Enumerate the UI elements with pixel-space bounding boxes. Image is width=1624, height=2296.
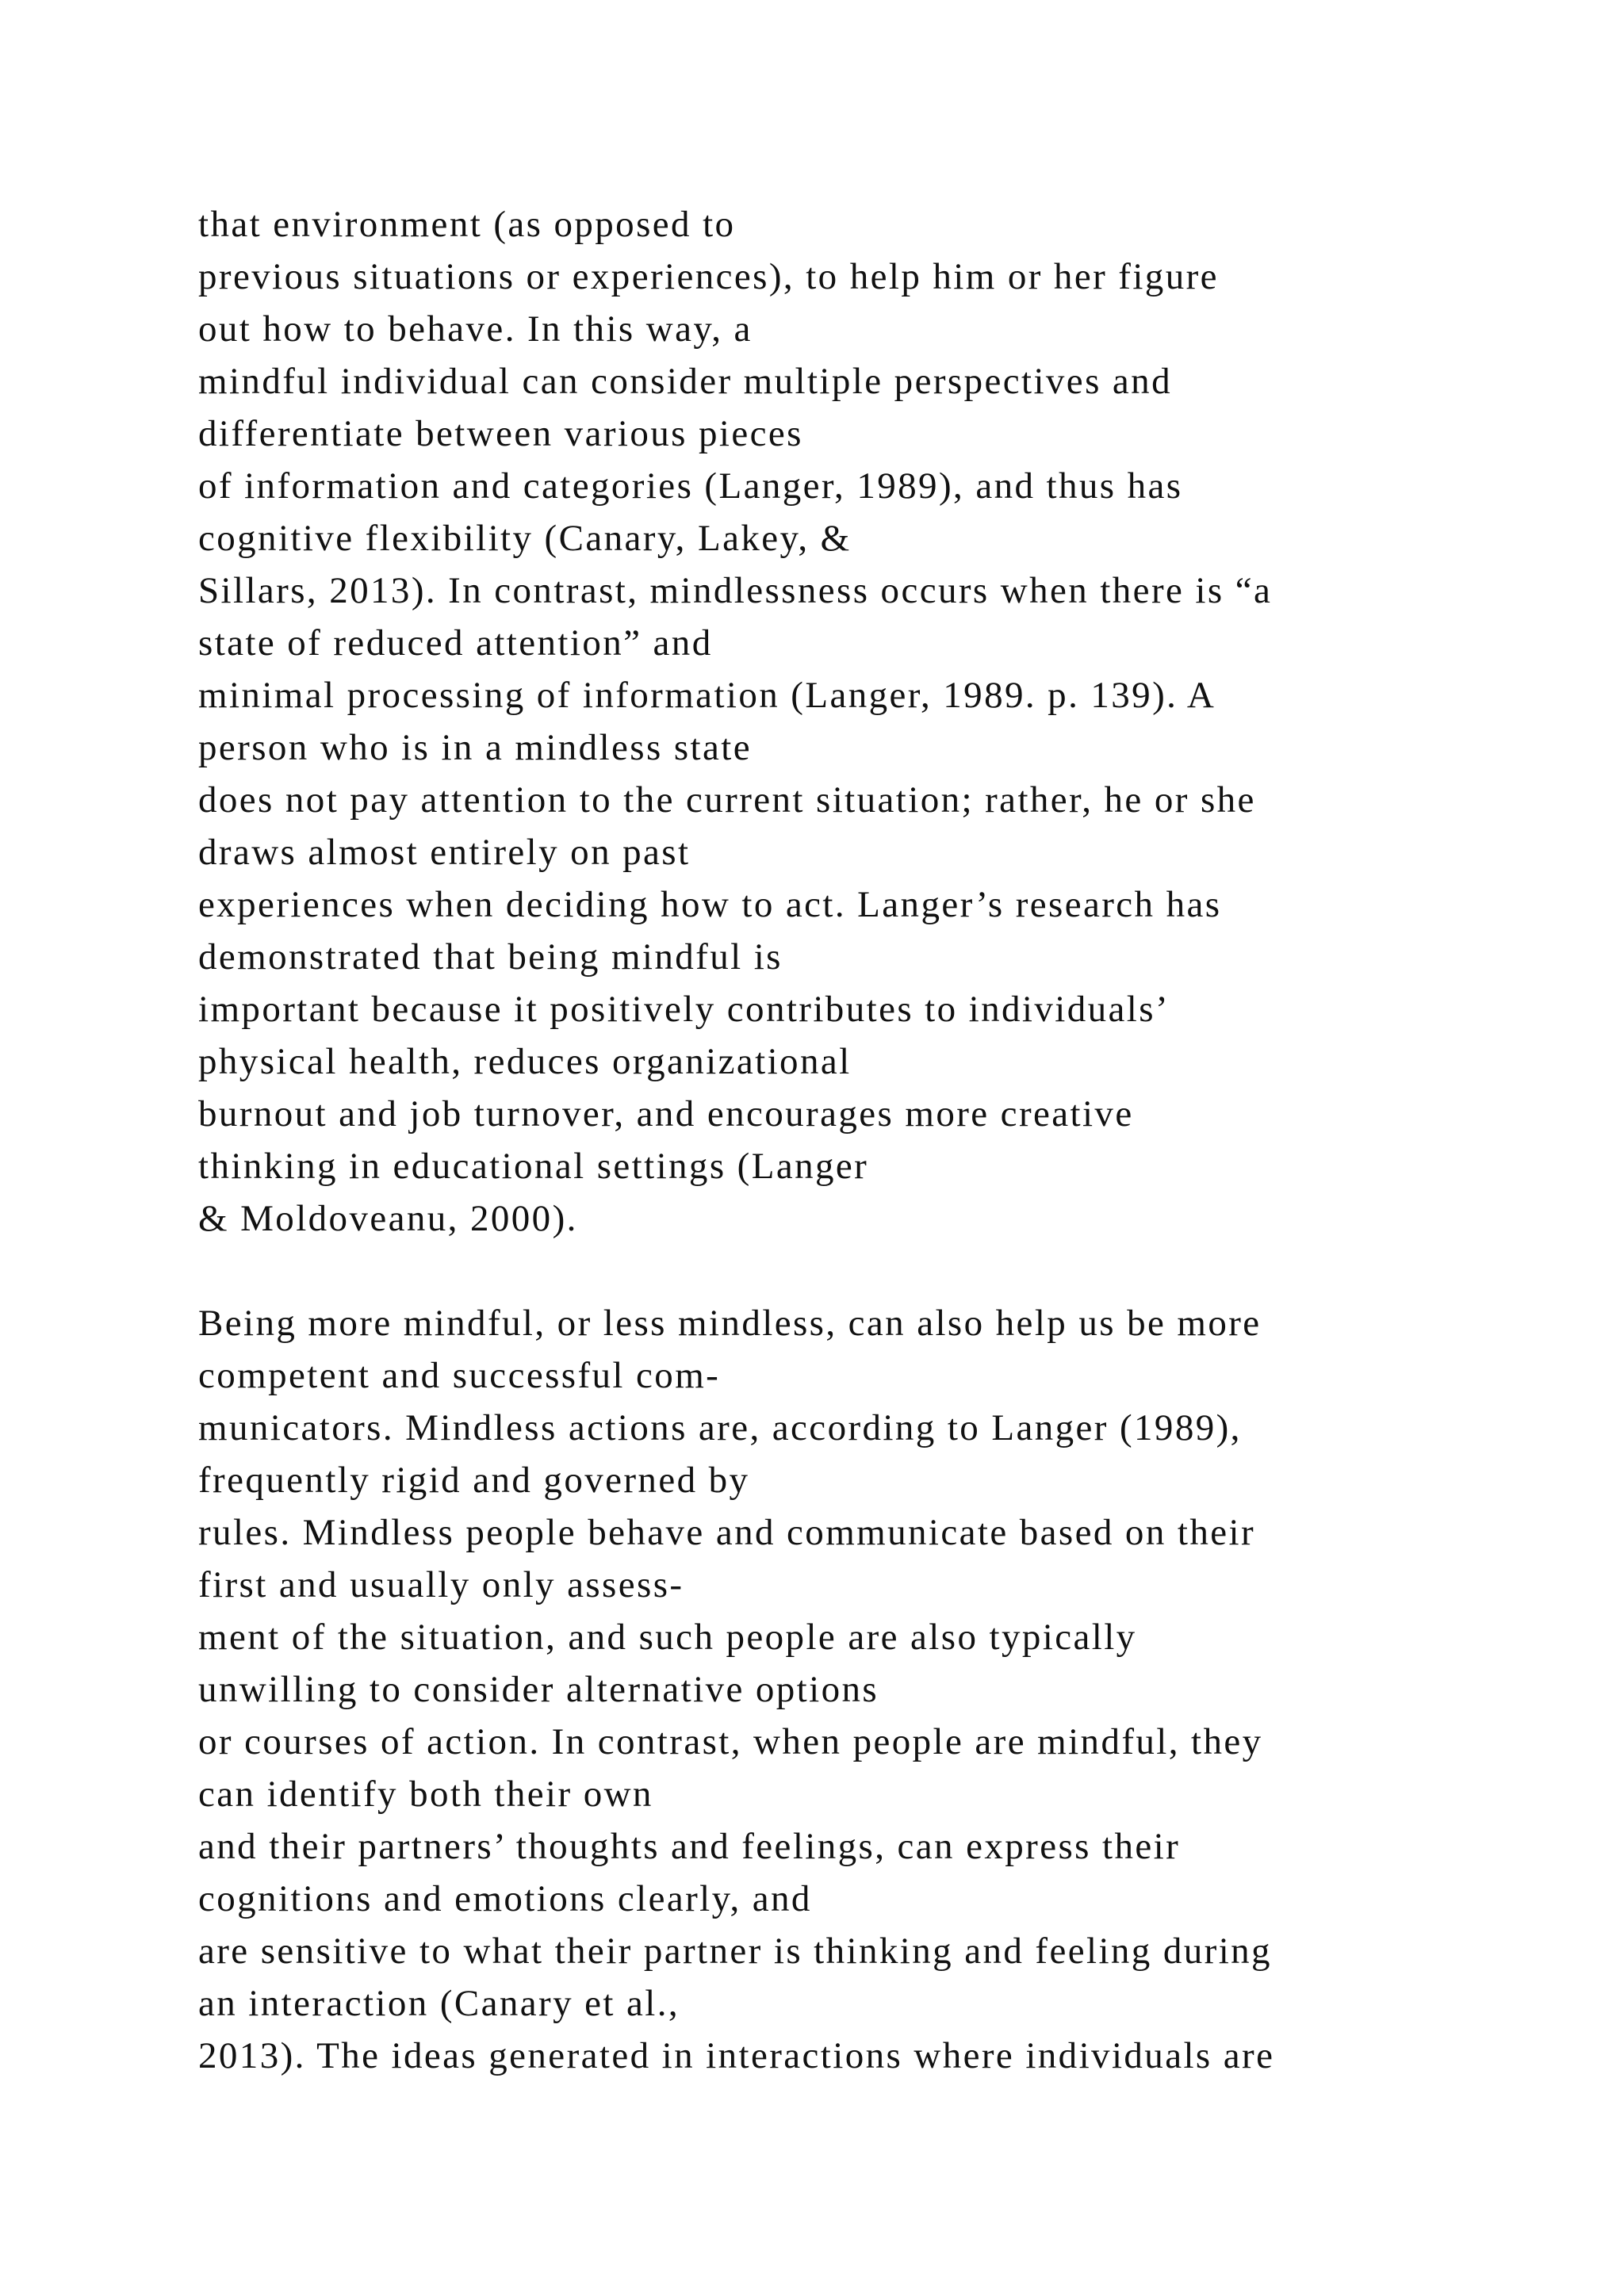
text-line: cognitive flexibility (Canary, Lakey, & xyxy=(198,518,852,559)
text-line: rules. Mindless people behave and communicate based on their xyxy=(198,1512,1255,1553)
text-line: physical health, reduces organizational xyxy=(198,1041,852,1082)
text-line: out how to behave. In this way, a xyxy=(198,308,753,350)
text-line: previous situations or experiences), to help him or her figure xyxy=(198,256,1219,297)
text-line: or courses of action. In contrast, when people are mindful, they xyxy=(198,1721,1263,1762)
text-line: Being more mindful, or less mindless, can also help us be more xyxy=(198,1303,1262,1344)
text-line: experiences when deciding how to act. Langer’s research has xyxy=(198,884,1222,925)
text-line: demonstrated that being mindful is xyxy=(198,936,783,978)
body-text xyxy=(198,198,1435,2082)
text-line: first and usually only assess- xyxy=(198,1564,684,1605)
text-line: an interaction (Canary et al., xyxy=(198,1983,680,2024)
paragraph-2 xyxy=(198,1297,1435,2082)
text-line: mindful individual can consider multiple perspectives and xyxy=(198,361,1172,402)
text-line: does not pay attention to the current situation; rather, he or she xyxy=(198,779,1256,821)
text-line: 2013). The ideas generated in interactions where individuals are xyxy=(198,2035,1275,2076)
text-line: thinking in educational settings (Langer xyxy=(198,1146,869,1187)
text-line: minimal processing of information (Langer, 1989. p. 139). A xyxy=(198,675,1216,716)
text-line: that environment (as opposed to xyxy=(198,204,736,245)
text-line: competent and successful com- xyxy=(198,1355,721,1396)
text-line: state of reduced attention” and xyxy=(198,622,713,664)
text-line: differentiate between various pieces xyxy=(198,413,803,454)
text-line: unwilling to consider alternative options xyxy=(198,1669,879,1710)
text-line: burnout and job turnover, and encourages more creative xyxy=(198,1093,1134,1135)
text-line: person who is in a mindless state xyxy=(198,727,752,768)
text-line: and their partners’ thoughts and feelings, can express their xyxy=(198,1826,1181,1867)
text-line: are sensitive to what their partner is thinking and feeling during xyxy=(198,1931,1272,1972)
text-line: & Moldoveanu, 2000). xyxy=(198,1198,578,1239)
text-line: important because it positively contributes to individuals’ xyxy=(198,989,1170,1030)
text-line: cognitions and emotions clearly, and xyxy=(198,1878,812,1919)
text-line: draws almost entirely on past xyxy=(198,832,691,873)
paragraph-break xyxy=(198,1245,1435,1297)
text-line: of information and categories (Langer, 1989), and thus has xyxy=(198,465,1183,507)
text-line: can identify both their own xyxy=(198,1774,653,1815)
paragraph-1 xyxy=(198,198,1435,1245)
text-line: ment of the situation, and such people are also typically xyxy=(198,1617,1137,1658)
text-line: municators. Mindless actions are, according to Langer (1989), xyxy=(198,1407,1242,1448)
text-line: frequently rigid and governed by xyxy=(198,1460,750,1501)
text-line: Sillars, 2013). In contrast, mindlessness occurs when there is “a xyxy=(198,570,1273,611)
